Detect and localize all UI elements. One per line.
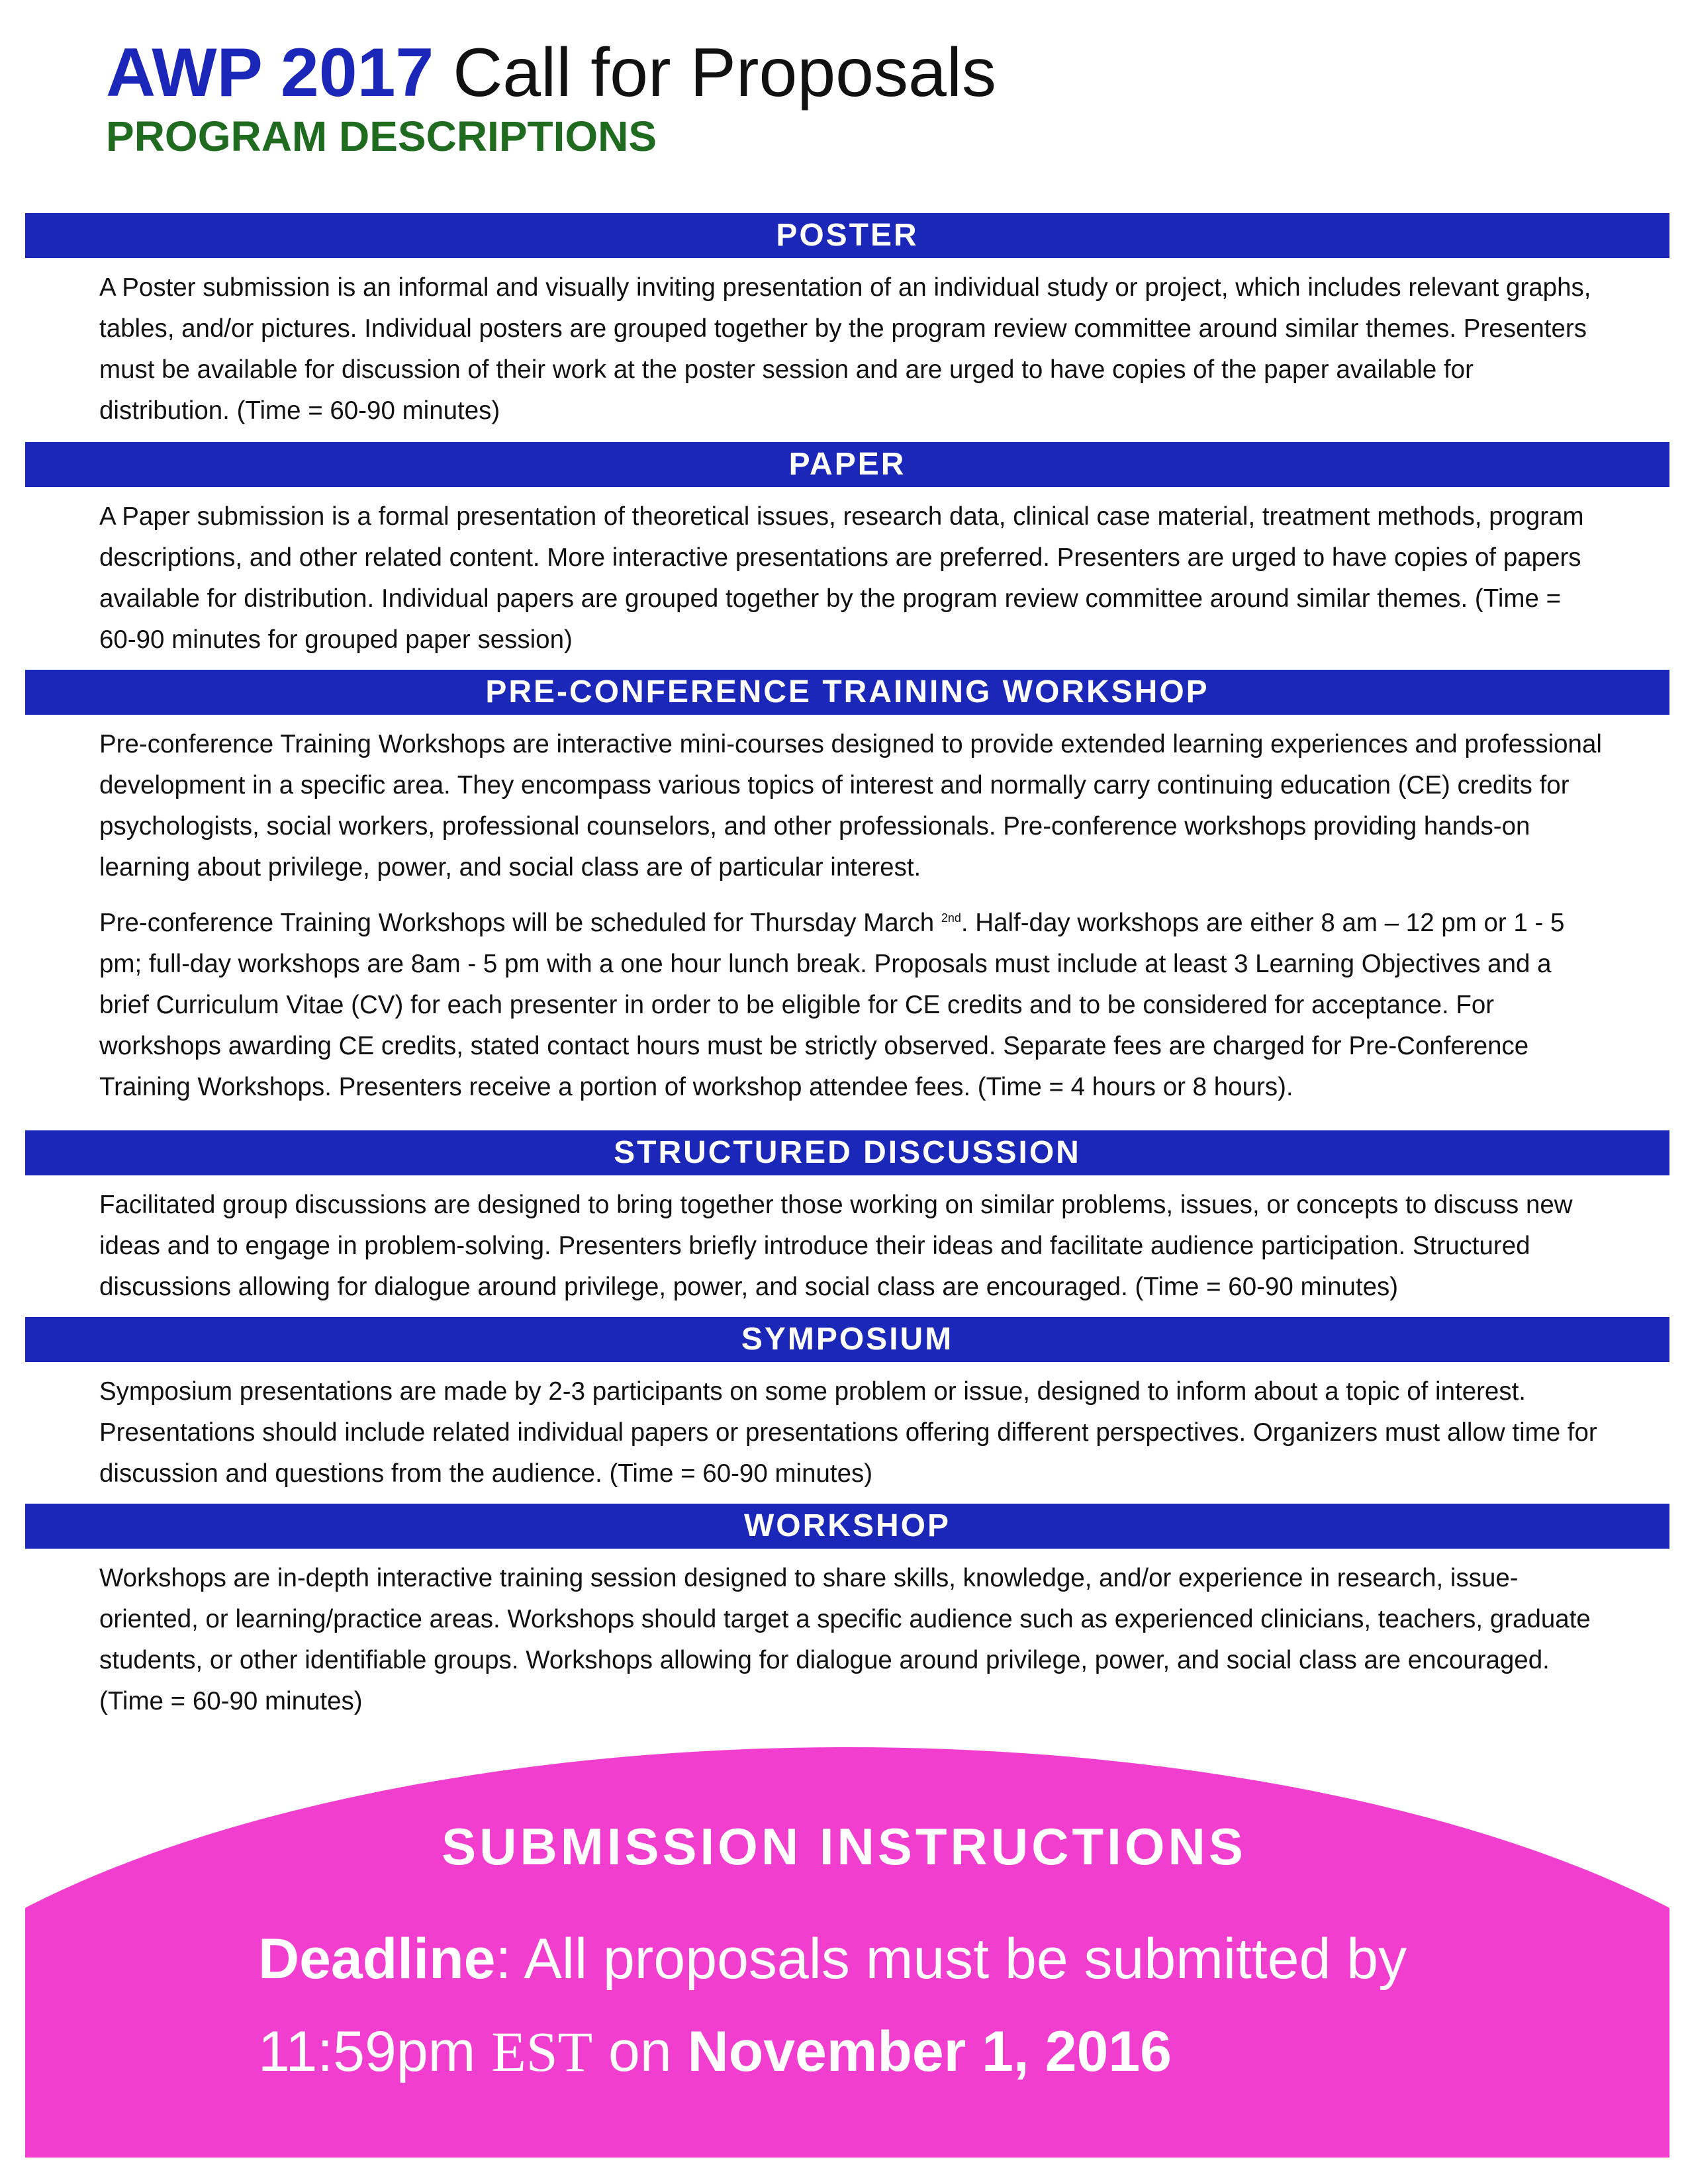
schedule-superscript: 2nd xyxy=(941,911,961,925)
section-pre-conference-training-workshop xyxy=(25,670,1669,1122)
submission-instructions-heading: SUBMISSION INSTRUCTIONS xyxy=(442,1817,1246,1876)
deadline-label: Deadline xyxy=(258,1927,496,1991)
section-header: PAPER xyxy=(25,442,1669,487)
section-paragraph: Pre-conference Training Workshops are interactive mini-courses designed to provide extended learning experiences and professional development in a specific area. They encompass various topics of interest and normally carry continuing education (CE) credits for psychologists, social workers, professional counselors, and other professionals. Pre-conference workshops providing hands-on learning about privilege, power, and social class are of particular interest. xyxy=(99,730,1602,882)
section-header: WORKSHOP xyxy=(25,1504,1669,1549)
schedule-paragraph xyxy=(99,903,1603,1108)
section-body xyxy=(25,487,1669,660)
section-header: SYMPOSIUM xyxy=(25,1317,1669,1362)
section-paragraph: Symposium presentations are made by 2-3 participants on some problem or issue, designed to inform about a topic of interest. Presentations should include related individual papers or presentations offering different perspectives. Organizers must allow time for discussion and questions from the audience. (Time = 60-90 minutes) xyxy=(99,1377,1597,1488)
deadline-statement xyxy=(258,1913,1516,2098)
deadline-date: November 1, 2016 xyxy=(687,2020,1172,2083)
section-body xyxy=(25,1362,1669,1494)
section-paragraph: A Poster submission is an informal and visually inviting presentation of an individual study or project, which includes relevant graphs, tables, and/or pictures. Individual posters are grouped together by the program review committee around similar themes. Presenters must be available for discussion of their work at the poster session and are urged to have copies of the paper available for distribution. (Time = 60-90 minutes) xyxy=(99,273,1591,425)
section-paper xyxy=(25,442,1669,675)
deadline-time: 11:59pm xyxy=(258,2020,476,2083)
section-workshop xyxy=(25,1504,1669,1737)
section-symposium xyxy=(25,1317,1669,1509)
title-brand: AWP 2017 xyxy=(106,34,434,111)
section-header: PRE-CONFERENCE TRAINING WORKSHOP xyxy=(25,670,1669,715)
section-poster xyxy=(25,213,1669,446)
section-header: POSTER xyxy=(25,213,1669,258)
section-paragraph: Facilitated group discussions are designed to bring together those working on similar problems, issues, or concepts to discuss new ideas and to engage in problem-solving. Presenters briefly introduce their ideas and facilitate audience participation. Structured discussions allowing for dialogue around privilege, power, and social class are encouraged. (Time = 60-90 minutes) xyxy=(99,1191,1573,1301)
document-title xyxy=(106,32,996,114)
deadline-on: on xyxy=(608,2020,672,2083)
section-body xyxy=(25,1549,1669,1722)
schedule-text-after: . Half-day workshops are either 8 am – 12 pm or 1 - 5 pm; full-day workshops are 8am - 5 pm with a one hour lunch break. Proposals must include at least 3 Learning Objectives and a brief Curriculum Vitae (CV) for each presenter in order to be eligible for CE credits and to be considered for acceptance. For workshops awarding CE credits, stated contact hours must be strictly observed. Separate fees are charged for Pre-Conference Training Workshops. Presenters receive a portion of workshop attendee fees. (Time = 4 hours or 8 hours). xyxy=(99,909,1565,1101)
title-rest: Call for Proposals xyxy=(434,34,996,111)
section-structured-discussion xyxy=(25,1130,1669,1322)
document-subtitle: PROGRAM DESCRIPTIONS xyxy=(106,113,657,160)
schedule-text-before: Pre-conference Training Workshops will be scheduled for Thursday March xyxy=(99,909,941,937)
section-body xyxy=(25,1175,1669,1308)
section-paragraph: A Paper submission is a formal presentation of theoretical issues, research data, clinical case material, treatment methods, program descriptions, and other related content. More interactive presentations are preferred. Presenters are urged to have copies of papers available for distribution. Individual papers are grouped together by the program review committee around similar themes. (Time = 60-90 minutes for grouped paper session) xyxy=(99,502,1584,654)
section-body xyxy=(25,258,1669,432)
deadline-text: : All proposals must be submitted by xyxy=(495,1927,1407,1991)
section-body xyxy=(25,715,1669,1108)
section-paragraph: Workshops are in-depth interactive training session designed to share skills, knowledge, and/or experience in research, issue-oriented, or learning/practice areas. Workshops should target a specific audience such as experienced clinicians, teachers, graduate students, or other identifiable groups. Workshops allowing for dialogue around privilege, power, and social class are encouraged. (Time = 60-90 minutes) xyxy=(99,1564,1591,1715)
section-header: STRUCTURED DISCUSSION xyxy=(25,1130,1669,1175)
deadline-timezone: EST xyxy=(491,2020,593,2083)
